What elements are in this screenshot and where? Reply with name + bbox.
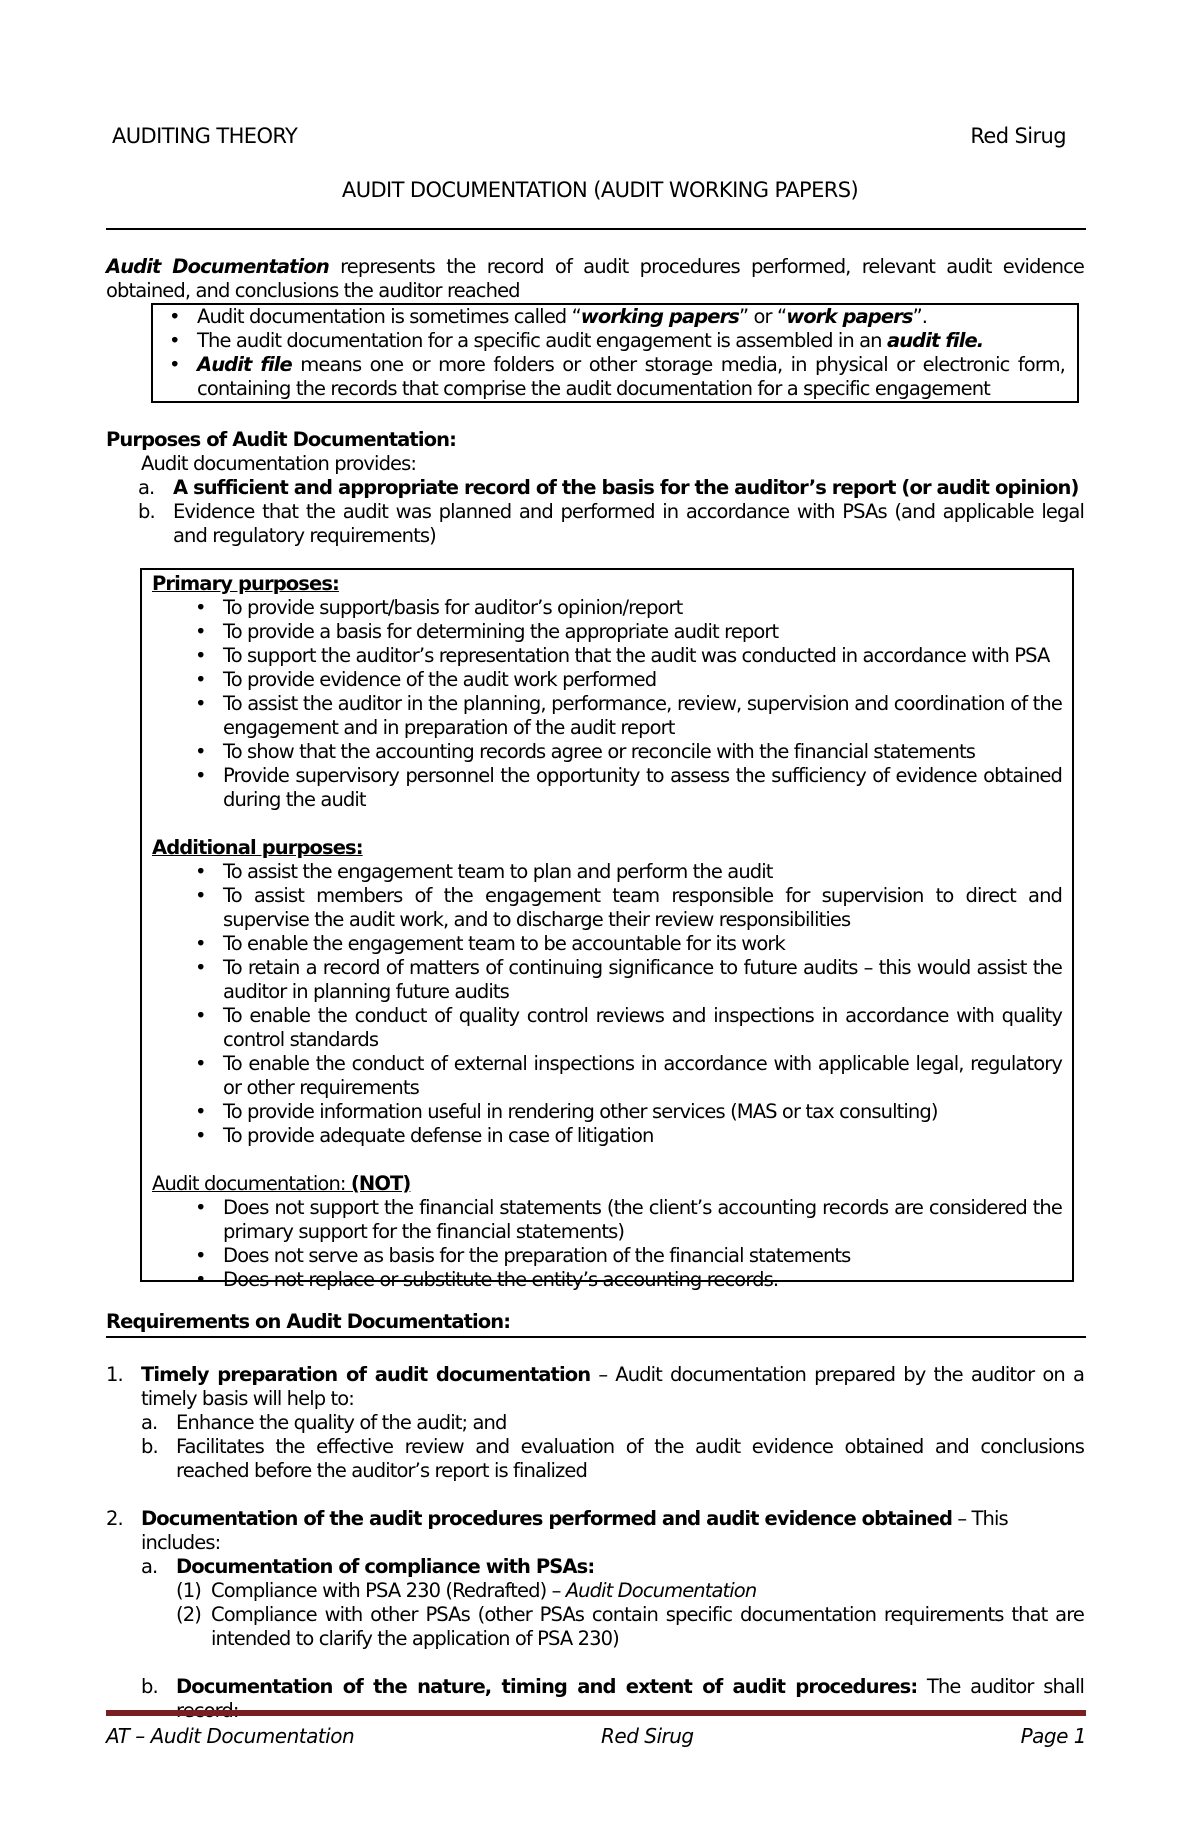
primary-purposes-list [179, 596, 1062, 812]
requirement-2a1: (1) Compliance with PSA 230 (Redrafted) – Audit Documentation [176, 1579, 757, 1602]
requirement-2b: b. Documentation of the nature, timing and extent of audit procedures: The auditor shall [141, 1675, 1084, 1698]
requirement-1a: a. Enhance the quality of the audit; and [141, 1411, 507, 1434]
list-item: • To retain a record of matters of continuing significance to future audits – this would assist the auditor in planning future audits [179, 956, 1062, 1004]
purpose-a: a. A sufficient and appropriate record of the basis for the auditor’s report (or audit opinion) [138, 476, 1079, 499]
intro-definition [106, 255, 1084, 303]
purposes-heading: Purposes of Audit Documentation: [106, 428, 456, 451]
list-item: • To support the auditor’s representation that the audit was conducted in accordance with PSA [179, 644, 1062, 668]
requirement-2a: a. Documentation of compliance with PSAs: [141, 1555, 595, 1578]
not-list [179, 1196, 1062, 1292]
footer-center: Red Sirug [601, 1724, 694, 1748]
footer-left: AT – Audit Documentation [106, 1724, 355, 1748]
document-title: AUDIT DOCUMENTATION (AUDIT WORKING PAPERS) [341, 178, 859, 202]
list-item: • To provide a basis for determining the appropriate audit report [179, 620, 1062, 644]
primary-purposes-heading: Primary purposes: [152, 572, 339, 595]
list-item: • To show that the accounting records agree or reconcile with the financial statements [179, 740, 1062, 764]
purpose-box [140, 568, 1074, 1291]
requirements-heading: Requirements on Audit Documentation: [106, 1310, 511, 1333]
list-item: • To provide support/basis for auditor’s opinion/report [179, 596, 1062, 620]
header-subject: AUDITING THEORY [112, 124, 298, 148]
intro-bullet-2: • The audit documentation for a specific audit engagement is assembled in an audit file. [153, 329, 1065, 353]
intro-bullet-1: • Audit documentation is sometimes called “working papers” or “work papers”. [153, 305, 1065, 329]
list-item: • To enable the engagement team to be accountable for its work [179, 932, 1062, 956]
list-item: • Does not serve as basis for the preparation of the financial statements [179, 1244, 1062, 1268]
list-item: • To assist the engagement team to plan and perform the audit [179, 860, 1062, 884]
list-item: • To provide information useful in rendering other services (MAS or tax consulting) [179, 1100, 1062, 1124]
header-divider [106, 228, 1086, 230]
requirements-list [106, 1363, 1084, 1723]
purposes-lead: Audit documentation provides: [141, 452, 417, 475]
footer-page-number: Page 1 [1020, 1724, 1086, 1748]
requirement-1b: b. Facilitates the effective review and evaluation of the audit evidence obtained and conclusions reached before the auditor’s report is finalized [141, 1435, 1084, 1482]
list-item: • Does not support the financial statements (the client’s accounting records are considered the primary support for the financial statements) [179, 1196, 1062, 1244]
purposes-section [106, 428, 1084, 548]
additional-purposes-heading: Additional purposes: [152, 836, 363, 859]
requirement-2: 2. Documentation of the audit procedures performed and audit evidence obtained – This includes: [106, 1507, 1008, 1554]
header-author: Red Sirug [970, 124, 1066, 148]
list-item: • To enable the conduct of external inspections in accordance with applicable legal, regulatory or other requirements [179, 1052, 1062, 1100]
list-item: • To provide evidence of the audit work performed [179, 668, 1062, 692]
intro-box [151, 303, 1079, 403]
page-header [112, 124, 1066, 148]
purpose-b: b. Evidence that the audit was planned and performed in accordance with PSAs (and applicable legal and regulatory requirements) [138, 500, 1084, 547]
requirements-divider [106, 1336, 1086, 1338]
not-heading: Audit documentation: (NOT) [152, 1172, 411, 1195]
list-item: • To enable the conduct of quality control reviews and inspections in accordance with quality control standards [179, 1004, 1062, 1052]
list-item: • To assist members of the engagement team responsible for supervision to direct and supervise the audit work, and to discharge their review responsibilities [179, 884, 1062, 932]
list-item: • Provide supervisory personnel the opportunity to assess the sufficiency of evidence obtained during the audit [179, 764, 1062, 812]
intro-definition-text: represents the record of audit procedures performed, relevant audit evidence obtained, and conclusions the auditor reached [106, 255, 1084, 302]
requirements-section [106, 1310, 1084, 1334]
intro-bullet-3: • Audit file means one or more folders or other storage media, in physical or electronic form, containing the records that comprise the audit documentation for a specific engagement [153, 353, 1065, 401]
list-item: • To provide adequate defense in case of litigation [179, 1124, 1062, 1148]
footer-divider [106, 1710, 1086, 1716]
list-item: • Does not replace or substitute the entity’s accounting records. [179, 1268, 1062, 1292]
list-item: • To assist the auditor in the planning, performance, review, supervision and coordination of the engagement and in preparation of the audit report [179, 692, 1062, 740]
requirement-1: 1. Timely preparation of audit documentation – Audit documentation prepared by the auditor on a timely basis will help to: [106, 1363, 1084, 1410]
additional-purposes-list [179, 860, 1062, 1148]
intro-section [106, 255, 1084, 403]
requirement-2a2: (2) Compliance with other PSAs (other PSAs contain specific documentation requirements that are intended to clarify the application of PSA 230) [176, 1603, 1084, 1650]
intro-term: Audit Documentation [106, 255, 329, 278]
